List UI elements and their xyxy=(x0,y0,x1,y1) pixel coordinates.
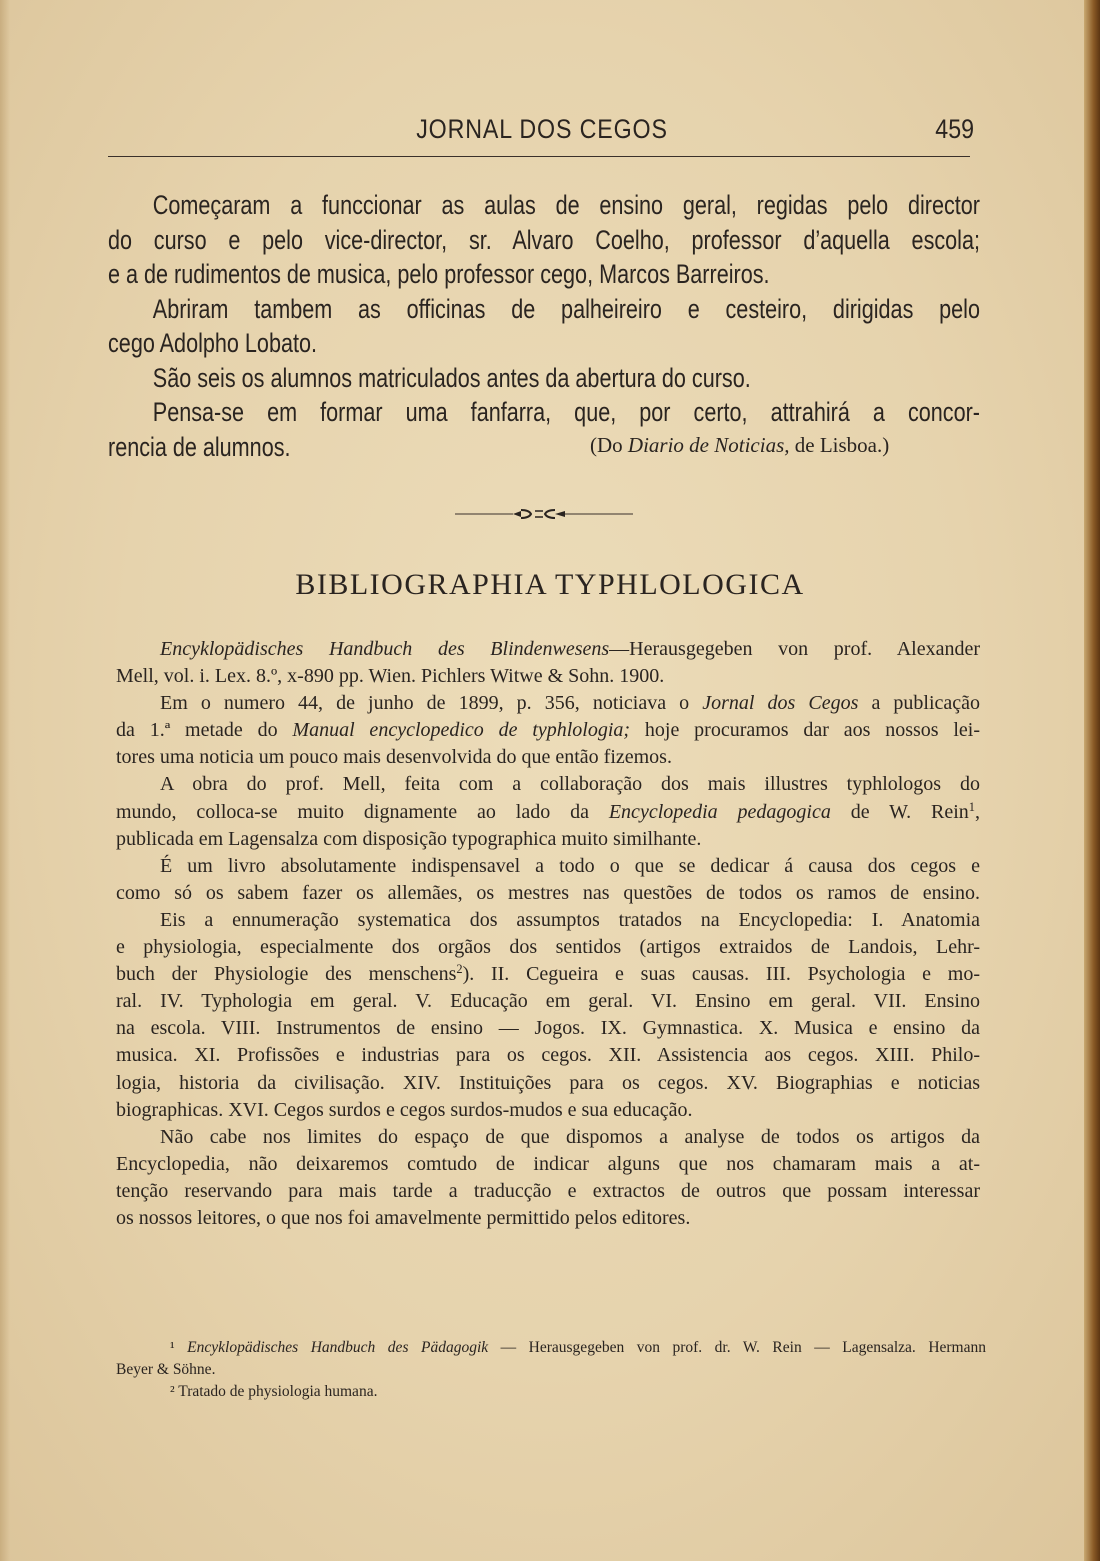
footnote-ref: 2 xyxy=(456,962,463,977)
text-run: ). II. Cegueira e suas causas. III. Psychologia e mo- xyxy=(462,963,980,986)
paragraph-line: Eis a ennumeração systematica dos assumptos tratados na Encyclopedia: I. Anatomia xyxy=(160,908,980,931)
article-line: rencia de alumnos. xyxy=(108,431,291,462)
paragraph-line: publicada em Lagensalza com disposição typographica muito similhante. xyxy=(116,827,702,850)
paragraph-line: e physiologia, especialmente dos orgãos dos sentidos (artigos extraidos de Landois, Lehr- xyxy=(116,936,980,959)
paragraph-line: na escola. VIII. Instrumentos de ensino — Jogos. IX. Gymnastica. X. Musica e ensino da xyxy=(116,1017,980,1040)
page-right-edge xyxy=(1084,0,1100,1561)
page-number: 459 xyxy=(935,114,974,144)
source-publication: Diario de Noticias, xyxy=(627,433,790,457)
paragraph-line xyxy=(116,961,980,988)
article-line: São seis os alumnos matriculados antes da abertura do curso. xyxy=(152,362,751,393)
paragraph-line: Não cabe nos limites do espaço de que dispomos a analyse de todos os artigos da xyxy=(160,1125,980,1148)
paragraph-line: musica. XI. Profissões e industrias para os cegos. XII. Assistencia aos cegos. XIII. Philo- xyxy=(116,1044,980,1067)
article-source xyxy=(590,433,889,458)
paragraph-line xyxy=(116,799,980,826)
header-rule xyxy=(108,156,970,157)
bibliography-section xyxy=(116,636,980,1232)
work-title: Manual encyclopedico de typhlologia; xyxy=(292,719,631,742)
running-head xyxy=(108,114,976,154)
footnote-text: — Herausgegeben von prof. dr. W. Rein — Lagensalza. Hermann xyxy=(488,1339,986,1356)
text-run: buch der Physiologie des menschens xyxy=(116,963,457,986)
footnote-ref: 1 xyxy=(968,799,975,814)
section-ornament xyxy=(455,504,635,524)
paragraph-line: tores uma noticia um pouco mais desenvolvida do que então fizemos. xyxy=(116,746,672,769)
citation-line xyxy=(116,636,980,663)
citation-title: Encyklopädisches Handbuch des Blindenwesens xyxy=(160,638,610,660)
paragraph-line xyxy=(116,690,980,717)
paragraph-line: A obra do prof. Mell, feita com a collaboração dos mais illustres typhlologos do xyxy=(160,773,980,796)
article-line: e a de rudimentos de musica, pelo professor cego, Marcos Barreiros. xyxy=(108,259,770,289)
article-line: cego Adolpho Lobato. xyxy=(108,328,317,358)
paragraph-line xyxy=(116,717,980,744)
paragraph-line: biographicas. XVI. Cegos surdos e cegos surdos-mudos e sua educação. xyxy=(116,1098,693,1121)
article-one xyxy=(108,188,980,464)
text-run: Em o numero 44, de junho de 1899, p. 356, noticiava o xyxy=(160,692,703,715)
text-run: da 1.ª metade do xyxy=(116,719,293,742)
paragraph-line: Encyclopedia, não deixaremos comtudo de indicar alguns que nos chamaram mais a at- xyxy=(116,1152,980,1175)
paragraph-line: tenção reservando para mais tarde a traducção e extractos de outros que possam interessar xyxy=(116,1179,980,1202)
paragraph-line: logia, historia da civilisação. XIV. Instituições para os cegos. XV. Biographias e noticias xyxy=(116,1071,980,1094)
citation-line: Mell, vol. i. Lex. 8.º, x-890 pp. Wien. Pichlers Witwe & Sohn. 1900. xyxy=(116,665,665,688)
footnote-mark: ¹ xyxy=(170,1339,175,1356)
source-close: de Lisboa.) xyxy=(789,433,890,457)
paragraph-line: ral. IV. Typhologia em geral. V. Educação em geral. VI. Ensino em geral. VII. Ensino xyxy=(116,990,980,1013)
paragraph-line: É um livro absolutamente indispensavel a todo o que se dedicar á causa dos cegos e xyxy=(160,854,980,877)
text-run: mundo, colloca-se muito dignamente ao lado da xyxy=(116,800,609,823)
footnote-title: Encyklopädisches Handbuch des Pädagogik xyxy=(187,1339,489,1356)
paragraph-line: como só os sabem fazer os allemães, os mestres nas questões de todos os ramos de ensino. xyxy=(116,881,980,904)
journal-name: Jornal dos Cegos xyxy=(702,692,859,715)
article-line: do curso e pelo vice-director, sr. Alvaro Coelho, professor d’aquella escola; xyxy=(108,224,980,255)
article-line: Abriram tambem as officinas de palheireiro e cesteiro, dirigidas pelo xyxy=(152,293,981,324)
section-heading: BIBLIOGRAPHIA TYPHLOLOGICA xyxy=(295,568,805,601)
text-run: a publicação xyxy=(858,692,981,715)
footnote-2 xyxy=(116,1381,986,1403)
article-line: Começaram a funccionar as aulas de ensino geral, regidas pelo director xyxy=(152,190,981,220)
footnotes xyxy=(116,1337,986,1403)
paragraph-line: os nossos leitores, o que nos foi amavelmente permittido pelos editores. xyxy=(116,1206,691,1229)
article-line: Pensa-se em formar uma fanfarra, que, por certo, attrahirá a concor- xyxy=(152,397,981,427)
footnote-mark: ² xyxy=(170,1383,175,1400)
citation-text: —Herausgegeben von prof. Alexander xyxy=(609,638,980,660)
text-run: , xyxy=(975,800,980,823)
page-left-edge xyxy=(0,0,10,1561)
footnote-1 xyxy=(116,1337,986,1359)
text-run: de W. Rein xyxy=(830,800,969,823)
source-open: (Do xyxy=(590,433,628,457)
journal-title: JORNAL DOS CEGOS xyxy=(416,114,668,144)
text-run: hoje procuramos dar aos nossos lei- xyxy=(630,719,981,742)
footnote-1-continued: Beyer & Söhne. xyxy=(116,1361,216,1378)
footnote-text: Tratado de physiologia humana. xyxy=(178,1383,378,1400)
work-title: Encyclopedia pedagogica xyxy=(608,800,831,823)
